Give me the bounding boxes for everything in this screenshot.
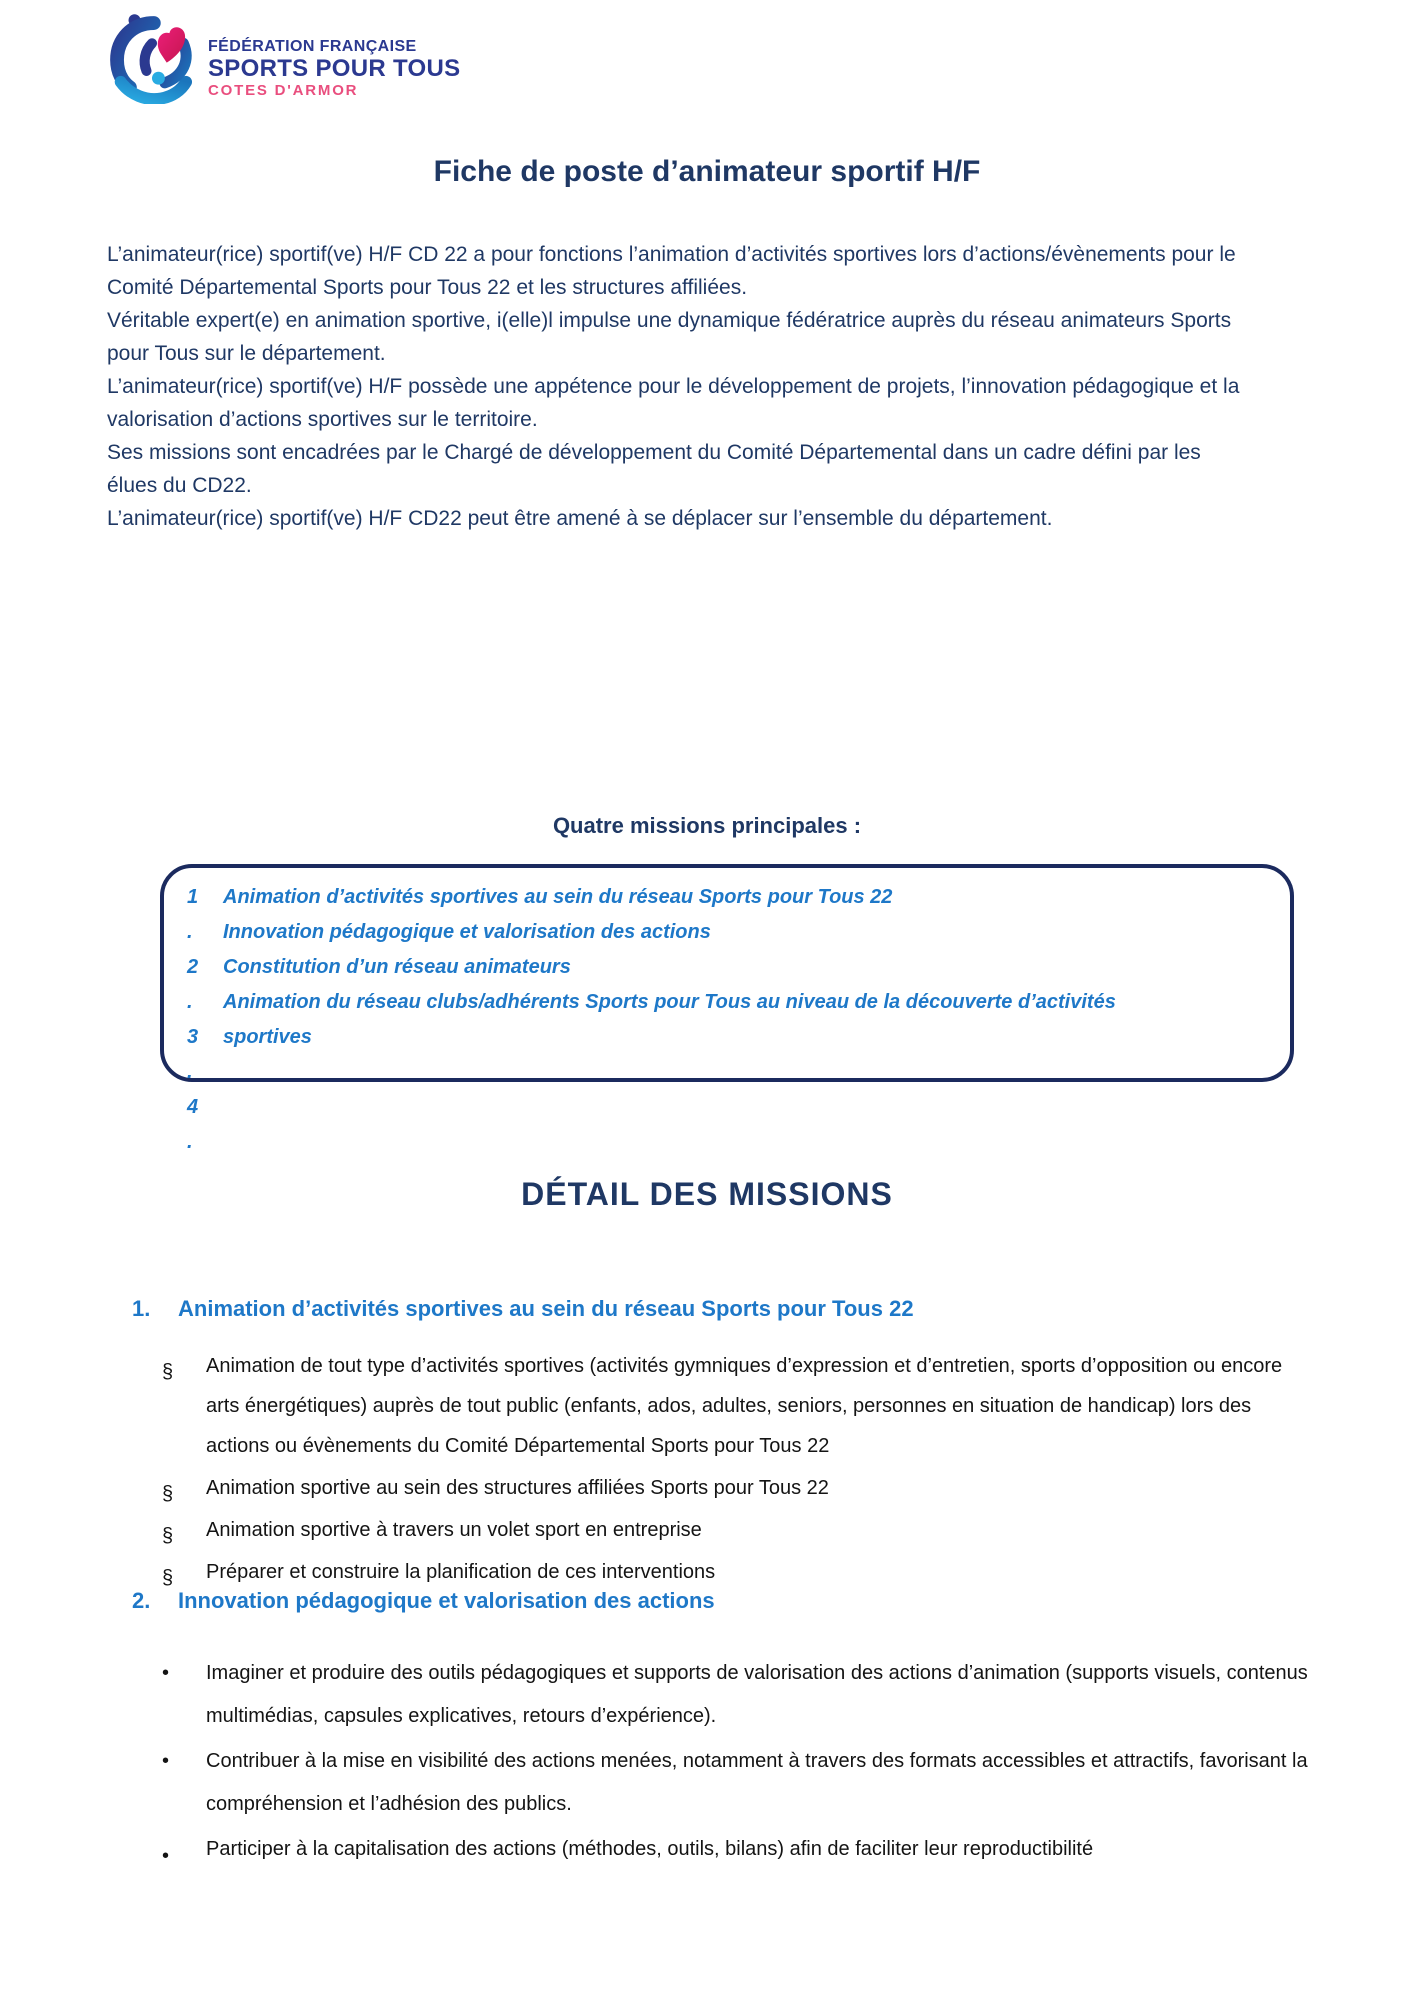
list-item (162, 1468, 1312, 1508)
mission-marker: 1 (187, 886, 199, 908)
page-title: Fiche de poste d’animateur sportif H/F (433, 155, 981, 188)
list-item-text: Contribuer à la mise en visibilité des actions menées, notamment à travers des formats accessibles et attractifs, favorisant la compréhension et l’adhésion des publics. (206, 1750, 1308, 1815)
section-bullet-marker: § (162, 1567, 174, 1589)
dot-bullet-marker: • (162, 1845, 170, 1867)
intro-paragraph: L’animateur(rice) sportif(ve) H/F possède une appétence pour le développement de projets, l’innovation pédagogique et la valorisation d’actions sportives sur le territoire. (107, 375, 1240, 431)
mission-marker: 3 (187, 1026, 199, 1048)
mission-row (160, 985, 1340, 1020)
section-bullet-marker: § (162, 1483, 174, 1505)
federation-logo (106, 12, 460, 104)
mission-marker: 4 (187, 1096, 199, 1118)
list-item-text: Animation sportive au sein des structures affiliées Sports pour Tous 22 (206, 1477, 829, 1499)
mission-text: Animation d’activités sportives au sein du réseau Sports pour Tous 22 (223, 886, 893, 908)
logo-federation-line: FÉDÉRATION FRANÇAISE (208, 38, 417, 55)
list-item (162, 1652, 1312, 1738)
section-2-title: Innovation pédagogique et valorisation des actions (178, 1588, 715, 1613)
list-item-text: Animation sportive à travers un volet sport en entreprise (206, 1519, 702, 1541)
section-1-number: 1. (132, 1296, 151, 1321)
list-item (162, 1552, 1312, 1592)
list-item-text: Animation de tout type d’activités sportives (activités gymniques d’expression et d’entretien, sports d’opposition ou encore arts énergétiques) auprès de tout public (enfants, ados, adultes, seniors, personnes en situation de handicap) lors des actions ou évènements du Comité Départemental Sports pour Tous 22 (206, 1355, 1283, 1457)
section-1-title: Animation d’activités sportives au sein du réseau Sports pour Tous 22 (178, 1296, 914, 1321)
sports-pour-tous-logo-icon (106, 12, 198, 104)
mission-row (160, 950, 1340, 985)
list-item-text: Imaginer et produire des outils pédagogiques et supports de valorisation des actions d’animation (supports visuels, contenus multimédias, capsules explicatives, retours d’expérience). (206, 1662, 1308, 1727)
intro-paragraph: L’animateur(rice) sportif(ve) H/F CD22 peut être amené à se déplacer sur l’ensemble du département. (107, 507, 1053, 530)
section-bullet-marker: § (162, 1361, 174, 1383)
mission-row (160, 915, 1340, 950)
intro-paragraph: Ses missions sont encadrées par le Chargé de développement du Comité Départemental dans un cadre défini par les élues du CD22. (107, 441, 1201, 497)
mission-marker: . (187, 991, 193, 1013)
mission-text: Constitution d’un réseau animateurs (223, 956, 571, 978)
mission-marker: 2 (187, 956, 199, 978)
mission-text: Animation du réseau clubs/adhérents Sports pour Tous au niveau de la découverte d’activités (223, 991, 1116, 1013)
list-item-text: Préparer et construire la planification de ces interventions (206, 1561, 716, 1583)
mission-row (160, 1055, 1340, 1090)
mission-text: sportives (223, 1026, 312, 1048)
mission-marker: . (187, 921, 193, 943)
mission-row (160, 1090, 1340, 1125)
logo-sports-pour-tous-line: SPORTS POUR TOUS (208, 55, 461, 82)
section-2-number: 2. (132, 1588, 151, 1613)
list-item (162, 1828, 1312, 1871)
list-item (162, 1510, 1312, 1550)
mission-row (160, 1125, 1340, 1160)
intro-section (107, 238, 1247, 535)
intro-paragraph: Véritable expert(e) en animation sportive, i(elle)l impulse une dynamique fédératrice auprès du réseau animateurs Sports pour Tous sur le département. (107, 309, 1232, 365)
section-1-bullet-list (162, 1346, 1312, 1594)
list-item (162, 1740, 1312, 1826)
intro-paragraph: L’animateur(rice) sportif(ve) H/F CD 22 a pour fonctions l’animation d’activités sportives lors d’actions/évènements pour le Comité Départemental Sports pour Tous 22 et les structures affiliées. (107, 243, 1236, 299)
mission-row (160, 1020, 1340, 1055)
mission-marker: . (187, 1131, 193, 1153)
section-1-heading (132, 1296, 914, 1322)
logo-text (208, 37, 460, 100)
mission-row (160, 880, 1340, 915)
detail-missions-heading: DÉTAIL DES MISSIONS (521, 1176, 893, 1212)
list-item (162, 1346, 1312, 1466)
section-2-heading (132, 1588, 715, 1614)
dot-bullet-marker: • (162, 1662, 170, 1684)
mission-marker: . (187, 1061, 193, 1083)
list-item-text: Participer à la capitalisation des actions (méthodes, outils, bilans) afin de faciliter leur reproductibilité (206, 1838, 1094, 1860)
missions-heading: Quatre missions principales : (552, 813, 862, 838)
mission-text: Innovation pédagogique et valorisation des actions (223, 921, 711, 943)
missions-list (160, 880, 1340, 1160)
section-bullet-marker: § (162, 1525, 174, 1547)
dot-bullet-marker: • (162, 1750, 170, 1772)
section-2-bullet-list (162, 1652, 1312, 1873)
logo-cotes-darmor-line: COTES D'ARMOR (208, 82, 359, 99)
